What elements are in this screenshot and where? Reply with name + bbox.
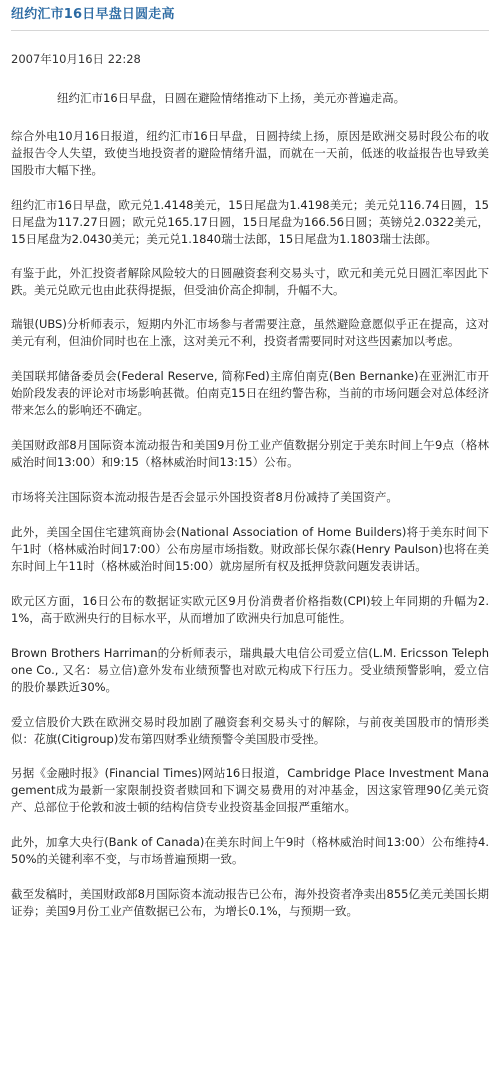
article-date: 2007年10月16日 22:28 — [11, 52, 141, 66]
paragraph-13: 此外，加拿大央行(Bank of Canada)在美东时间上午9时（格林威治时间13:00）公布维持4.50%的关键利率不变，与市场普遍预期一致。 — [11, 835, 489, 866]
paragraph-6: 美国财政部8月国际资本流动报告和美国9月份工业产值数据分别定于美东时间上午9点（格林威治时间13:00）和9:15（格林威治时间13:15）公布。 — [11, 438, 489, 469]
paragraph-10: Brown Brothers Harriman的分析师表示，瑞典最大电信公司爱立信(L.M. Ericsson Telephone Co., 又名：易立信)意外发布业绩预警也对欧元构成下行压力。受业绩预警影响，爱立信的股价暴跌近30%。 — [11, 646, 489, 694]
article-lead: 纽约汇市16日早盘，日圆在避险情绪推动下上扬，美元亦普遍走高。 — [57, 91, 406, 105]
paragraph-14: 截至发稿时，美国财政部8月国际资本流动报告已公布，海外投资者净卖出855亿美元美国长期证券；美国9月份工业产值数据已公布，为增长0.1%，与预期一致。 — [11, 887, 489, 918]
paragraph-5: 美国联邦储备委员会(Federal Reserve, 简称Fed)主席伯南克(Ben Bernanke)在亚洲汇市开始阶段发表的评论对市场影响甚微。伯南克15日在纽约警告称，当前的市场问题会对总体经济带来怎么的影响还不确定。 — [11, 369, 489, 417]
paragraph-4: 瑞银(UBS)分析师表示，短期内外汇市场参与者需要注意，虽然避险意愿似乎正在提高，这对美元有利，但油价同时也在上涨，这对美元不利，投资者需要同时对这些因素加以考虑。 — [11, 317, 489, 348]
title-bar — [11, 0, 489, 31]
article-title: 纽约汇市16日早盘日圆走高 — [11, 7, 175, 22]
paragraph-2: 纽约汇市16日早盘，欧元兑1.4148美元，15日尾盘为1.4198美元；美元兑116.74日圆，15日尾盘为117.27日圆；欧元兑165.17日圆，15日尾盘为166.56日圆；英镑兑2.0322美元，15日尾盘为2.0430美元；美元兑1.1840瑞士法郎，15日尾盘为1.1803瑞士法郎。 — [11, 198, 489, 246]
paragraph-11: 爱立信股价大跌在欧洲交易时段加剧了融资套利交易头寸的解除，与前夜美国股市的情形类似：花旗(Citigroup)发布第四财季业绩预警令美国股市受挫。 — [11, 715, 489, 746]
paragraph-7: 市场将关注国际资本流动报告是否会显示外国投资者8月份减持了美国资产。 — [11, 490, 398, 504]
paragraph-8: 此外，美国全国住宅建筑商协会(National Association of Home Builders)将于美东时间下午1时（格林威治时间17:00）公布房屋市场指数。财政部长保尔森(Henry Paulson)也将在美东时间上午11时（格林威治时间15:00）就房屋所有权及抵押贷款问题发表讲话。 — [11, 525, 489, 573]
paragraph-12: 另据《金融时报》(Financial Times)网站16日报道，Cambridge Place Investment Management成为最新一家限制投资者赎回和下调交易费用的对冲基金，因这家管理90亿美元资产、总部位于伦敦和波士顿的结构信贷专业投资基金回报严重缩水。 — [11, 766, 489, 814]
paragraph-9: 欧元区方面，16日公布的数据证实欧元区9月份消费者价格指数(CPI)较上年同期的升幅为2.1%，高于欧洲央行的目标水平，从而增加了欧洲央行加息可能性。 — [11, 594, 489, 625]
paragraph-3: 有鉴于此，外汇投资者解除风险较大的日圆融资套利交易头寸，欧元和美元兑日圆汇率因此下跌。美元兑欧元也由此获得提振，但受油价高企抑制，升幅不大。 — [11, 266, 489, 297]
paragraph-1: 综合外电10月16日报道，纽约汇市16日早盘，日圆持续上扬，原因是欧洲交易时段公布的收益报告令人失望，致使当地投资者的避险情绪升温，而就在一天前，低迷的收益报告也导致美国股市大幅下挫。 — [11, 129, 489, 177]
